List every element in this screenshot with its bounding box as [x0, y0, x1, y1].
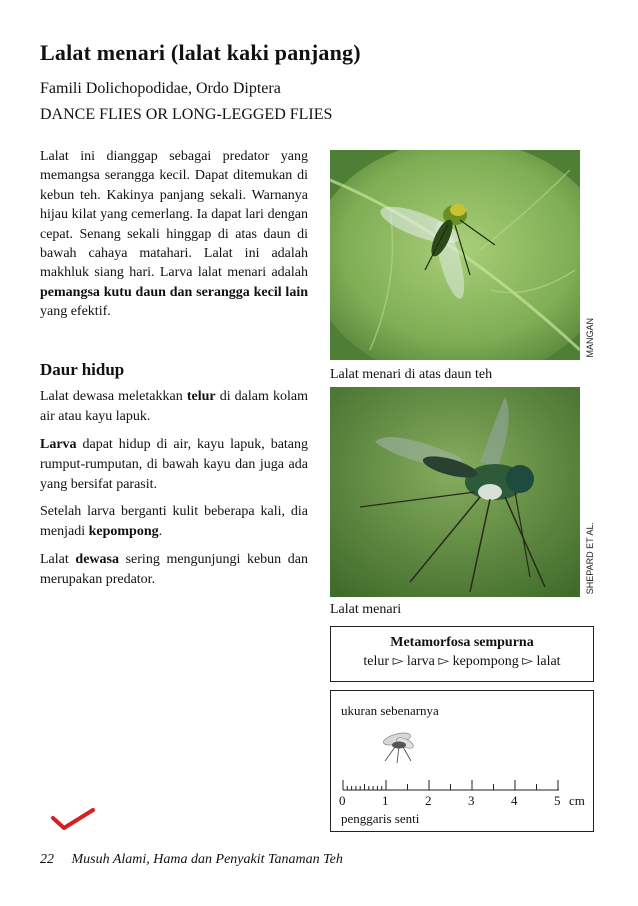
ruler-unit: cm: [569, 793, 585, 808]
photo2-caption: Lalat menari: [330, 602, 402, 617]
p4-text-a: Lalat: [40, 552, 69, 567]
photo1-credit: MANGAN: [585, 318, 595, 358]
lifecycle-paragraph-larva: [40, 435, 308, 495]
ruler: [341, 777, 561, 793]
ruler-number-1: 1: [382, 793, 389, 808]
actual-size-label: ukuran sebenarnya: [341, 703, 439, 718]
checkmark-icon: [50, 806, 96, 832]
intro-text: Lalat ini dianggap sebagai predator yang memangsa serangga kecil. Dapat ditemukan di kebun teh. Kakinya panjang sekali. Warnanya hijau kilat yang cemerlang. Ia dapat lari dengan cepat. Senang sekali hinggap di atas daun di bawah cahaya matahari. Lalat ini adalah makhluk siang hari. Larva lalat menari adalah: [40, 149, 308, 281]
ruler-number-4: 4: [511, 793, 518, 808]
metamorphosis-title: Metamorfosa sempurna: [390, 635, 534, 650]
intro-end: yang efektif.: [40, 304, 111, 320]
p2-text-b: dapat hidup di air, kayu lapuk, batang rumput-rumputan, di bawah kayu dan juga ada yang bersifat parasit.: [40, 437, 309, 492]
photo2-credit: SHEPARD ET AL.: [585, 522, 595, 595]
ruler-number-2: 2: [425, 793, 432, 808]
page-footer: [40, 852, 343, 868]
lifecycle-paragraph-egg: [40, 387, 308, 427]
ruler-number-0: 0: [339, 793, 346, 808]
p4-bold: dewasa: [75, 552, 119, 567]
p3-text-b: .: [158, 524, 163, 539]
lifecycle-paragraph-adult: [40, 550, 308, 590]
ruler-number-3: 3: [468, 793, 475, 808]
english-name: DANCE FLIES OR LONG-LEGGED FLIES: [40, 106, 333, 123]
book-title: Musuh Alami, Hama dan Penyakit Tanaman Teh: [71, 852, 343, 867]
metamorphosis-sequence: telur ▻ larva ▻ kepompong ▻ lalat: [363, 654, 561, 669]
p4-text-b: sering mengunjungi kebun dan merupakan predator.: [40, 552, 309, 587]
p3-text-a: Setelah larva berganti kulit beberapa kali, dia menjadi: [40, 504, 308, 539]
p3-bold: kepompong: [88, 524, 159, 539]
p1-bold: telur: [186, 389, 216, 404]
fly-silhouette-icon: [375, 723, 425, 767]
p1-text-a: Lalat dewasa meletakkan: [40, 389, 183, 404]
metamorphosis-box: [330, 626, 594, 682]
p1-text-b: di dalam kolam air atau kayu lapuk.: [40, 389, 308, 424]
photo1-caption: Lalat menari di atas daun teh: [330, 367, 493, 382]
p2-bold: Larva: [40, 437, 77, 452]
ruler-number-5: 5: [554, 793, 561, 808]
page-number: 22: [40, 852, 54, 867]
page-title: Lalat menari (lalat kaki panjang): [40, 40, 361, 65]
actual-size-box: [330, 690, 594, 832]
photo-fly-closeup: [330, 387, 580, 597]
intro-bold: pemangsa kutu daun dan serangga kecil lain: [40, 284, 308, 300]
section-heading-lifecycle: Daur hidup: [40, 360, 125, 379]
intro-paragraph: [40, 147, 308, 322]
lifecycle-paragraph-pupa: [40, 502, 308, 542]
photo-fly-on-leaf: [330, 150, 580, 360]
family-order: Famili Dolichopodidae, Ordo Diptera: [40, 80, 281, 97]
ruler-caption: penggaris senti: [341, 811, 420, 826]
